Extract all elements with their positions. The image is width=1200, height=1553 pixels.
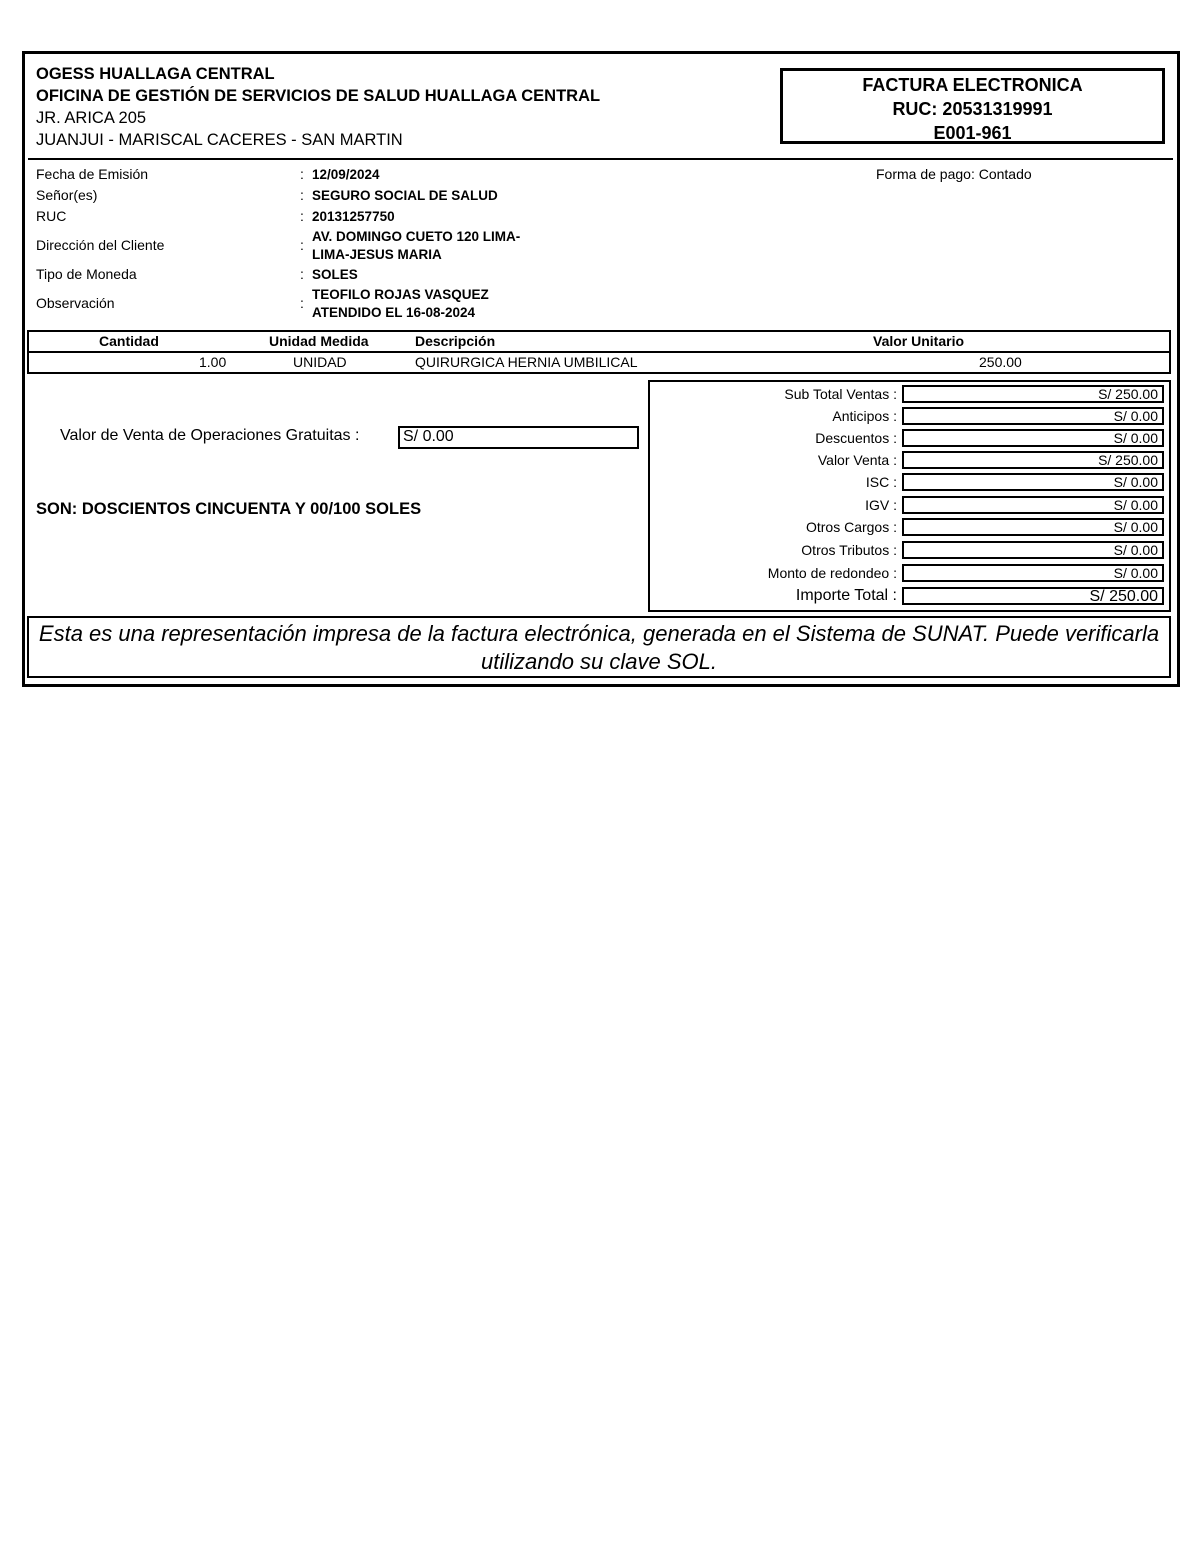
total-value: S/ 250.00 <box>902 385 1164 403</box>
items-table <box>27 330 1171 374</box>
header-desc: Descripción <box>415 333 496 349</box>
field-label: Tipo de Moneda <box>36 266 137 282</box>
total-label: IGV : <box>865 497 897 513</box>
document-type: FACTURA ELECTRONICA <box>862 75 1083 95</box>
total-row-subtotal <box>650 385 1170 405</box>
total-row-descuentos <box>650 429 1170 449</box>
field-value: TEOFILO ROJAS VASQUEZ <box>312 287 489 302</box>
field-colon: : <box>300 187 304 203</box>
issuer-address: JR. ARICA 205 <box>36 109 147 127</box>
total-row-isc <box>650 473 1170 493</box>
total-value: S/ 0.00 <box>902 541 1164 559</box>
total-row-anticipos <box>650 407 1170 427</box>
field-colon: : <box>300 266 304 282</box>
total-value: S/ 0.00 <box>902 473 1164 491</box>
total-row-redondeo <box>650 564 1170 584</box>
field-label: RUC <box>36 208 67 224</box>
total-row-otros-cargos <box>650 518 1170 538</box>
total-value: S/ 250.00 <box>902 451 1164 469</box>
header-price: Valor Unitario <box>873 333 965 349</box>
issuer-name: OGESS HUALLAGA CENTRAL <box>36 65 275 83</box>
field-colon: : <box>300 295 304 311</box>
field-colon: : <box>300 237 304 253</box>
issuer-block <box>36 63 600 151</box>
header-unit: Unidad Medida <box>269 333 369 349</box>
field-value: SEGURO SOCIAL DE SALUD <box>312 188 498 203</box>
header-qty: Cantidad <box>99 333 159 349</box>
total-label: Otros Tributos : <box>801 542 897 558</box>
document-id-box <box>780 68 1165 144</box>
document-ruc: RUC: 20531319991 <box>892 99 1053 119</box>
total-label: Anticipos : <box>832 408 897 424</box>
issuer-location: JUANJUI - MARISCAL CACERES - SAN MARTIN <box>36 131 403 149</box>
total-label: Otros Cargos : <box>805 519 897 535</box>
total-label: Valor Venta : <box>817 452 897 468</box>
header-divider <box>28 158 1173 160</box>
field-value: 20131257750 <box>312 209 395 224</box>
field-value: AV. DOMINGO CUETO 120 LIMA- <box>312 229 521 244</box>
field-label: Fecha de Emisión <box>36 166 149 182</box>
field-value: 12/09/2024 <box>312 167 380 182</box>
total-value: S/ 0.00 <box>902 407 1164 425</box>
total-row-otros-tributos <box>650 541 1170 561</box>
issuer-office: OFICINA DE GESTIÓN DE SERVICIOS DE SALUD HUALLAGA CENTRAL <box>36 87 601 105</box>
total-label: Importe Total : <box>795 587 897 604</box>
item-qty: 1.00 <box>199 354 227 370</box>
total-label: Sub Total Ventas : <box>784 386 897 402</box>
total-row-igv <box>650 496 1170 516</box>
total-label: ISC : <box>865 474 897 490</box>
total-label: Descuentos : <box>815 430 897 446</box>
total-value: S/ 250.00 <box>902 587 1164 605</box>
free-ops-label: Valor de Venta de Operaciones Gratuitas : <box>60 427 360 444</box>
total-label: Monto de redondeo : <box>767 565 897 581</box>
total-row-valor-venta <box>650 451 1170 471</box>
total-value: S/ 0.00 <box>902 518 1164 536</box>
total-row-importe-total <box>650 587 1170 607</box>
item-unit: UNIDAD <box>293 354 347 370</box>
total-value: S/ 0.00 <box>902 496 1164 514</box>
document-number: E001-961 <box>933 123 1012 143</box>
field-colon: : <box>300 166 304 182</box>
field-label: Señor(es) <box>36 187 98 203</box>
items-header-divider <box>29 351 1169 353</box>
item-desc: QUIRURGICA HERNIA UMBILICAL <box>415 354 638 370</box>
field-colon: : <box>300 208 304 224</box>
field-label: Dirección del Cliente <box>36 237 165 253</box>
field-value: ATENDIDO EL 16-08-2024 <box>312 305 476 320</box>
sunat-footer-note: Esta es una representación impresa de la factura electrónica, generada en el Sistema de SUNAT. Puede verificarla utilizando su clave SOL. <box>27 616 1171 678</box>
free-ops-value: S/ 0.00 <box>398 426 639 449</box>
amount-in-words: SON: DOSCIENTOS CINCUENTA Y 00/100 SOLES <box>36 500 422 518</box>
payment-method: Forma de pago: Contado <box>876 166 1032 182</box>
total-value: S/ 0.00 <box>902 429 1164 447</box>
item-price: 250.00 <box>979 354 1022 370</box>
field-label: Observación <box>36 295 115 311</box>
total-value: S/ 0.00 <box>902 564 1164 582</box>
field-value: SOLES <box>312 267 358 282</box>
field-value: LIMA-JESUS MARIA <box>312 247 442 262</box>
